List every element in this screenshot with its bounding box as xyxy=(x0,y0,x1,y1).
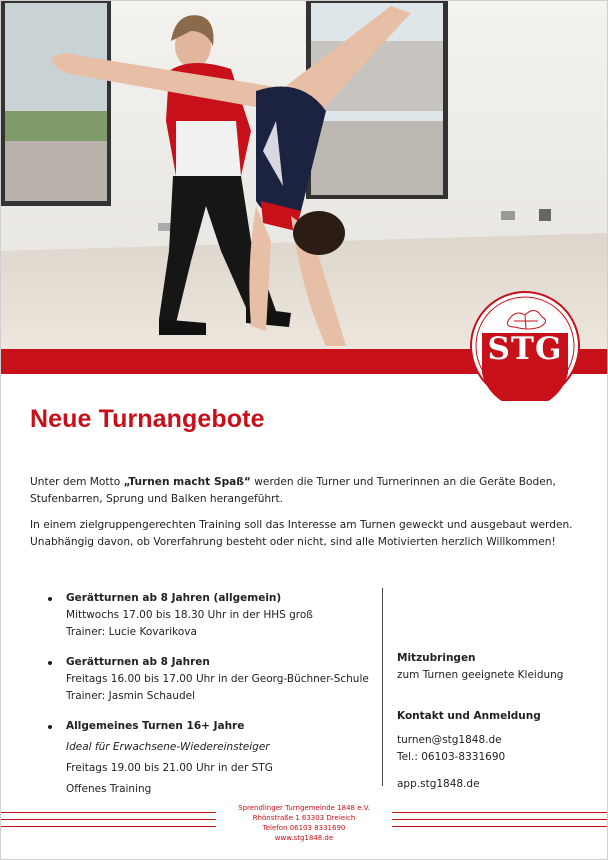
course-note: Ideal für Erwachsene-Wiedereinsteiger xyxy=(66,741,270,753)
course-title: Gerätturnen ab 8 Jahren xyxy=(66,656,210,668)
footer-address: Rhönstraße 1 63303 Dreieich xyxy=(252,814,356,822)
bring-text: zum Turnen geeignete Kleidung xyxy=(397,669,564,681)
course-title: Gerätturnen ab 8 Jahren (allgemein) xyxy=(66,592,282,604)
intro-motto: „Turnen macht Spaß“ xyxy=(123,476,251,488)
intro-text xyxy=(30,474,578,551)
course-trainer: Trainer: Lucie Kovarikova xyxy=(66,626,197,638)
logo-text: STG xyxy=(487,331,563,367)
contact-phone: Tel.: 06103-8331690 xyxy=(397,751,506,763)
info-sidebar xyxy=(397,650,597,793)
contact-email[interactable]: turnen@stg1848.de xyxy=(397,734,502,746)
intro-p1-pre: Unter dem Motto xyxy=(30,476,124,488)
course-title: Allgemeines Turnen 16+ Jahre xyxy=(66,720,245,732)
list-item xyxy=(48,654,378,705)
course-trainer: Trainer: Jasmin Schaudel xyxy=(66,690,196,702)
course-schedule: Mittwochs 17.00 bis 18.30 Uhr in der HHS groß xyxy=(66,609,313,621)
course-schedule: Freitags 16.00 bis 17.00 Uhr in der Georg-Büchner-Schule xyxy=(66,673,369,685)
bring-heading: Mitzubringen xyxy=(397,652,476,664)
column-divider xyxy=(382,588,383,786)
bullet xyxy=(48,661,52,665)
logo-year: 1848 xyxy=(514,378,536,386)
course-schedule: Freitags 19.00 bis 21.00 Uhr in der STG xyxy=(66,762,273,774)
intro-paragraph-1 xyxy=(30,474,578,508)
course-type: Offenes Training xyxy=(66,783,152,795)
contact-app-link[interactable]: app.stg1848.de xyxy=(397,778,480,790)
stg-logo xyxy=(470,291,580,401)
list-item xyxy=(48,590,378,641)
footer-phone: Telefon 06103 8331690 xyxy=(262,824,346,832)
footer-lines-right xyxy=(392,812,607,832)
footer-web[interactable]: www.stg1848.de xyxy=(274,834,334,842)
footer-lines-left xyxy=(1,812,216,832)
intro-paragraph-2: In einem zielgruppengerechten Training soll das Interesse am Turnen geweckt und ausgebaut werden. Unabhängig davon, ob Vorerfahrung besteht oder nicht, sind alle Motivierten herzlich Willkommen! xyxy=(30,519,573,548)
bullet xyxy=(48,725,52,729)
footer xyxy=(216,803,392,843)
bullet xyxy=(48,597,52,601)
contact-heading: Kontakt und Anmeldung xyxy=(397,710,541,722)
course-list xyxy=(48,590,378,811)
list-item xyxy=(48,718,378,798)
intro-p1-post: werden die Turner und Turnerinnen an die Geräte Boden, Stufenbarren, Sprung und Balken herangeführt. xyxy=(30,476,556,505)
page-title: Neue Turnangebote xyxy=(30,405,265,433)
footer-org: Sprendlinger Turngemeinde 1848 e.V. xyxy=(238,804,370,812)
